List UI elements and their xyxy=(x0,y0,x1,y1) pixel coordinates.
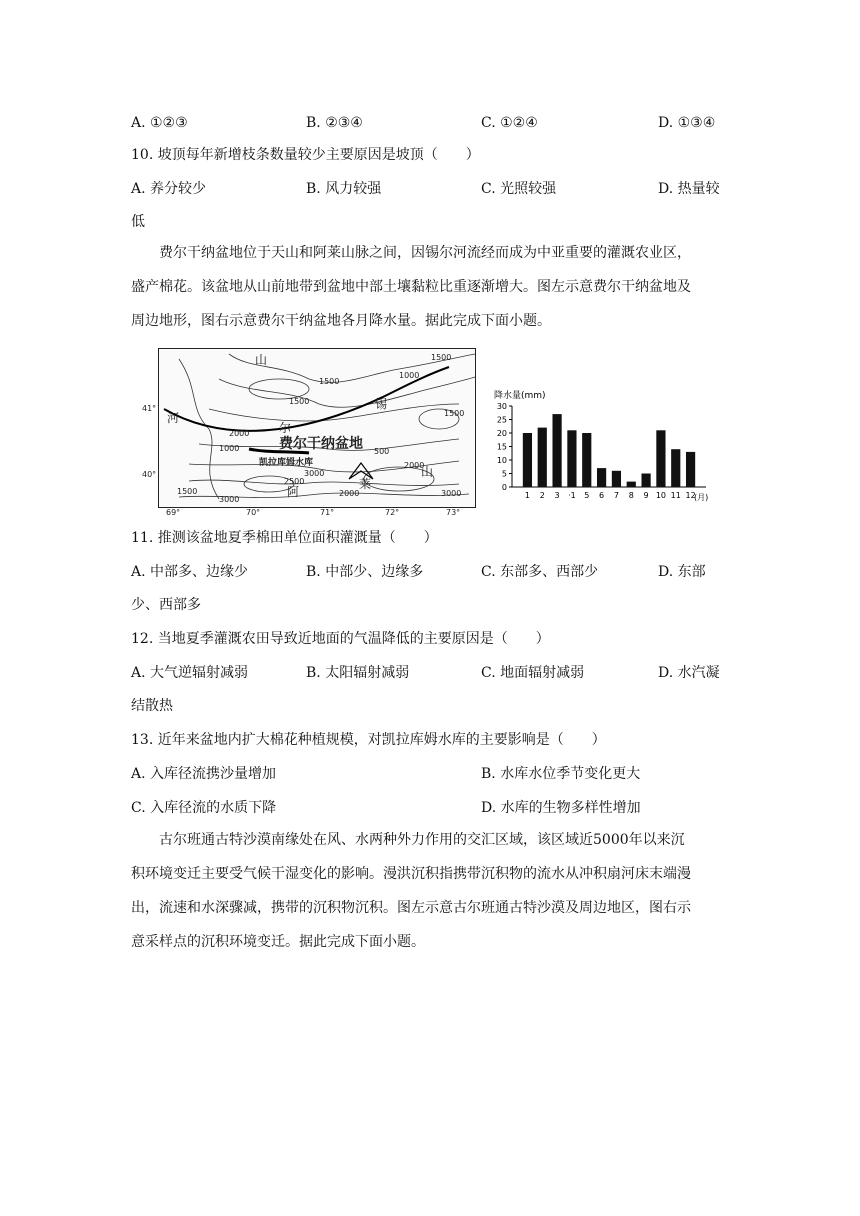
fergana-terrain-map xyxy=(158,348,476,508)
q13-option-a: A. 入库径流携沙量增加 xyxy=(131,766,277,782)
chart-bar xyxy=(523,433,532,487)
chart-x-tick-label: 12 xyxy=(685,491,696,500)
map-lon-label: 69° xyxy=(166,508,181,517)
map-contour-label: 2000 xyxy=(229,429,250,438)
chart-x-tick-label: 1 xyxy=(524,491,530,500)
chart-bar xyxy=(671,449,680,487)
chart-bar xyxy=(656,430,665,487)
passage-line: 费尔干纳盆地位于天山和阿莱山脉之间，因锡尔河流经而成为中亚重要的灌溉农业区， xyxy=(159,245,691,261)
chart-bar xyxy=(597,468,606,487)
map-contour-label: 3000 xyxy=(441,489,462,498)
map-place-label: 河 xyxy=(167,411,180,425)
map-place-label: 阿 xyxy=(287,485,300,499)
q13-option-d: D. 水库的生物多样性增加 xyxy=(481,800,641,816)
map-contour-label: 1500 xyxy=(444,409,465,418)
chart-bar xyxy=(552,414,561,487)
q13-option-b: B. 水库水位季节变化更大 xyxy=(481,766,641,782)
q11-stem: 11. 推测该盆地夏季棉田单位面积灌溉量（ ） xyxy=(131,530,438,546)
passage-line: 盛产棉花。该盆地从山前地带到盆地中部土壤黏粒比重逐渐增大。图左示意费尔干纳盆地及 xyxy=(131,279,691,295)
map-contours xyxy=(159,349,475,507)
chart-ylabel: 降水量(mm) xyxy=(494,391,546,401)
chart-x-tick-label: 9 xyxy=(643,491,649,500)
chart-bar xyxy=(567,430,576,487)
chart-x-tick-label: 8 xyxy=(628,491,634,500)
q11-option-d-wrap: 少、西部多 xyxy=(131,597,201,613)
map-lat-label: 40° xyxy=(142,470,157,479)
map-contour-label: 1500 xyxy=(431,353,452,362)
map-place-label: 山 xyxy=(421,465,434,479)
passage-fergana xyxy=(131,236,731,338)
passage-line: 古尔班通古特沙漠南缘处在风、水两种外力作用的交汇区域，该区域近5000年以来沉 xyxy=(159,832,685,848)
q10-option-c: C. 光照较强 xyxy=(481,181,557,197)
chart-y-tick-label: 20 xyxy=(496,429,507,438)
chart-y-tick-label: 5 xyxy=(501,469,507,479)
map-contour-label: 3000 xyxy=(219,495,240,504)
map-contour-label: 1000 xyxy=(399,371,420,380)
map-contour-label: 1500 xyxy=(319,377,340,386)
map-lon-label: 72° xyxy=(385,508,400,517)
q11-option-d: D. 东部 xyxy=(658,564,706,580)
q9-option-c: C. ①②④ xyxy=(481,115,538,131)
chart-bar xyxy=(612,471,621,487)
map-lon-label: 70° xyxy=(246,508,261,517)
q12-option-a: A. 大气逆辐射减弱 xyxy=(131,665,249,681)
q12-option-d: D. 水汽凝 xyxy=(658,665,720,681)
chart-x-tick-label: ·1 xyxy=(568,491,576,500)
chart-x-tick-label: 10 xyxy=(655,491,667,500)
chart-x-tick-label: 3 xyxy=(554,491,560,500)
q9-option-d: D. ①③④ xyxy=(658,115,716,131)
q9-option-b: B. ②③④ xyxy=(306,115,363,131)
q11-option-c: C. 东部多、西部少 xyxy=(481,564,599,580)
q12-stem: 12. 当地夏季灌溉农田导致近地面的气温降低的主要原因是（ ） xyxy=(131,631,550,647)
q10-option-d: D. 热量较 xyxy=(658,181,720,197)
map-lon-label: 71° xyxy=(320,508,335,517)
q10-option-a: A. 养分较少 xyxy=(131,181,207,197)
map-contour-label: 2000 xyxy=(404,461,425,470)
map-place-label: 山 xyxy=(255,353,268,367)
q13-option-c: C. 入库径流的水质下降 xyxy=(131,800,277,816)
q10-stem: 10. 坡顶每年新增枝条数量较少主要原因是坡顶（ ） xyxy=(131,147,480,163)
map-contour-label: 2000 xyxy=(339,489,360,498)
map-reservoir-label: 凯拉库姆水库 xyxy=(259,458,314,468)
map-contour-label: 1000 xyxy=(219,444,240,453)
q12-option-d-wrap: 结散热 xyxy=(131,698,173,714)
chart-y-tick-label: 10 xyxy=(496,456,507,465)
map-basin-label: 费尔干纳盆地 xyxy=(279,436,363,452)
chart-bar xyxy=(686,452,695,487)
chart-x-tick-label: 2 xyxy=(539,491,545,500)
chart-x-unit: (月) xyxy=(694,493,709,502)
q13-stem: 13. 近年来盆地内扩大棉花种植规模，对凯拉库姆水库的主要影响是（ ） xyxy=(131,732,606,748)
chart-bar xyxy=(627,482,636,487)
map-place-label: 尔 xyxy=(279,421,292,435)
map-lat-label: 41° xyxy=(142,404,157,413)
q11-option-b: B. 中部少、边缘多 xyxy=(306,564,424,580)
q12-option-c: C. 地面辐射减弱 xyxy=(481,665,585,681)
chart-y-tick-label: 30 xyxy=(496,402,507,411)
q10-option-b: B. 风力较强 xyxy=(306,181,382,197)
map-contour-label: 1500 xyxy=(177,487,198,496)
passage-line: 意采样点的沉积环境变迁。据此完成下面小题。 xyxy=(131,934,425,950)
chart-bar xyxy=(582,433,591,487)
chart-y-tick-label: 0 xyxy=(501,483,507,492)
chart-x-tick-label: 5 xyxy=(584,491,590,500)
passage-line: 积环境变迁主要受气候干湿变化的影响。漫洪沉积指携带沉积物的流水从冲积扇河床末端漫 xyxy=(131,866,691,882)
q10-option-d-wrap: 低 xyxy=(131,214,145,230)
chart-bar xyxy=(538,428,547,487)
map-contour-label: 500 xyxy=(374,447,390,456)
map-contour-label: 3000 xyxy=(304,469,325,478)
q11-option-a: A. 中部多、边缘少 xyxy=(131,564,249,580)
q12-option-b: B. 太阳辐射减弱 xyxy=(306,665,410,681)
map-lon-label: 73° xyxy=(446,508,461,517)
chart-y-tick-label: 15 xyxy=(496,442,507,452)
precipitation-chart xyxy=(488,386,728,506)
chart-x-tick-label: 6 xyxy=(599,491,605,500)
chart-x-tick-label: 11 xyxy=(670,491,681,500)
passage-line: 周边地形，图右示意费尔干纳盆地各月降水量。据此完成下面小题。 xyxy=(131,313,551,329)
chart-x-tick-label: 7 xyxy=(613,491,619,500)
q9-option-a: A. ①②③ xyxy=(131,115,188,131)
map-place-label: 锡 xyxy=(375,397,388,411)
passage-line: 出，流速和水深骤减，携带的沉积物沉积。图左示意古尔班通古特沙漠及周边地区，图右示 xyxy=(131,900,691,916)
map-contour-label: 1500 xyxy=(289,397,310,406)
chart-y-tick-label: 25 xyxy=(496,415,507,425)
chart-bar xyxy=(641,474,650,488)
map-contour-label: 2500 xyxy=(284,477,305,486)
map-place-label: 莱 xyxy=(359,477,372,491)
passage-gurbantunggut xyxy=(131,823,731,959)
